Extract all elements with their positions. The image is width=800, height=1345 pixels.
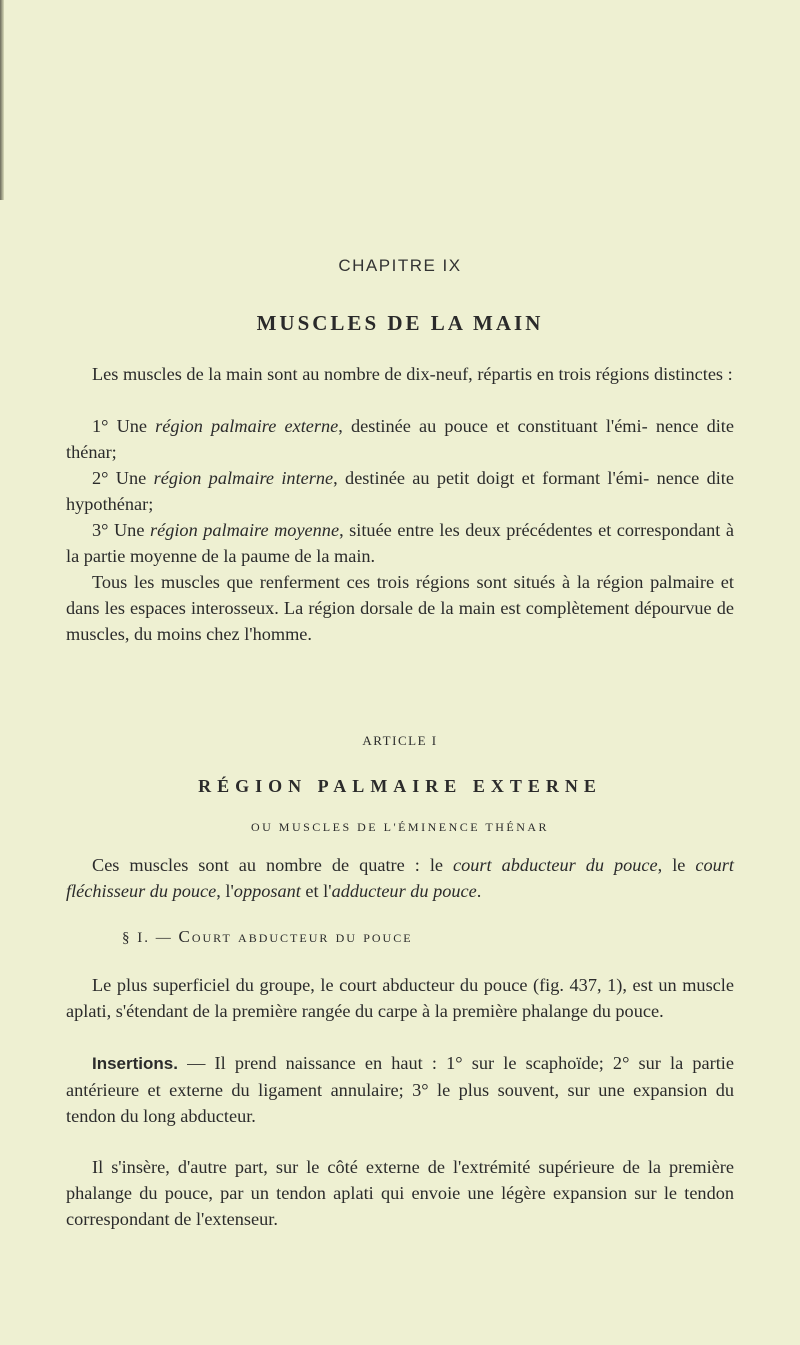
- region-para-pre: Ces muscles sont au nombre de quatre : le: [92, 855, 444, 875]
- item-pre: Une: [116, 416, 148, 436]
- item-pre: Une: [115, 468, 147, 488]
- chapter-title: MUSCLES DE LA MAIN: [256, 311, 544, 335]
- intro-closing: [66, 569, 734, 647]
- intro-lead: Les muscles de la main sont au nombre de dix-neuf, répartis en trois régions distinctes :: [92, 364, 733, 384]
- intro-item-2: [66, 465, 734, 517]
- item-emphasis: région palmaire interne: [153, 468, 334, 488]
- insertions-label: Insertions.: [92, 1054, 178, 1073]
- separator: , le: [657, 855, 686, 875]
- muscle-name: opposant: [233, 881, 301, 901]
- region-title: RÉGION PALMAIRE EXTERNE: [198, 776, 602, 796]
- section-heading: [122, 927, 413, 947]
- region-subtitle: OU MUSCLES DE L'ÉMINENCE THÉNAR: [250, 820, 550, 834]
- insertions-paragraph: [66, 1050, 734, 1129]
- article-heading: ARTICLE I: [362, 733, 438, 748]
- section-text: Le plus superficiel du groupe, le court abducteur du pouce (fig. 437, 1), est un muscle aplati, s'étendant de la première rangée du carpe à la première phalange du pouce.: [66, 975, 734, 1021]
- intro-item-1: [66, 413, 734, 465]
- item-number: 3°: [92, 520, 109, 540]
- item-emphasis: région palmaire externe: [155, 416, 339, 436]
- intro-item-3: [66, 517, 734, 569]
- item-number: 2°: [92, 468, 109, 488]
- muscle-name: adducteur du pouce: [331, 881, 477, 901]
- item-rest: , destinée au pouce et constituant l'émi- nence dite thénar;: [66, 416, 734, 462]
- region-paragraph: [66, 852, 734, 904]
- muscle-name: court abducteur du pouce: [453, 855, 658, 875]
- section-marker: § I. —: [122, 930, 173, 946]
- section-paragraph: [66, 972, 734, 1024]
- intro-paragraph: [66, 361, 734, 387]
- final-text: Il s'insère, d'autre part, sur le côté externe de l'extrémité supérieure de la première phalange du pouce, par un tendon aplati qui envoie une légère expansion sur le tendon correspondant de l'extenseur.: [66, 1157, 734, 1229]
- separator: et l': [300, 881, 332, 901]
- muscle-name: court fléchisseur du pouce: [66, 855, 734, 901]
- item-rest: , destinée au petit doigt et formant l'émi- nence dite hypothénar;: [66, 468, 734, 514]
- item-emphasis: région palmaire moyenne: [149, 520, 340, 540]
- item-pre: Une: [113, 520, 145, 540]
- chapter-heading: CHAPITRE IX: [338, 256, 462, 275]
- item-rest: , située entre les deux précédentes et correspondant à la partie moyenne de la paume de la main.: [66, 520, 734, 566]
- closing-text: Tous les muscles que renferment ces trois régions sont situés à la région palmaire et dans les espaces interosseux. La région dorsale de la main est complètement dépourvue de muscles, du moins chez l'homme.: [66, 572, 734, 644]
- final-paragraph: [66, 1154, 734, 1232]
- section-label: Court abducteur du pouce: [178, 927, 413, 946]
- separator: , l': [216, 881, 234, 901]
- item-number: 1°: [92, 416, 109, 436]
- period: .: [476, 881, 482, 901]
- insertions-text: — Il prend naissance en haut : 1° sur le scaphoïde; 2° sur la partie antérieure et externe du ligament annulaire; 3° le plus souvent, sur une expansion du tendon du long abducteur.: [66, 1053, 734, 1126]
